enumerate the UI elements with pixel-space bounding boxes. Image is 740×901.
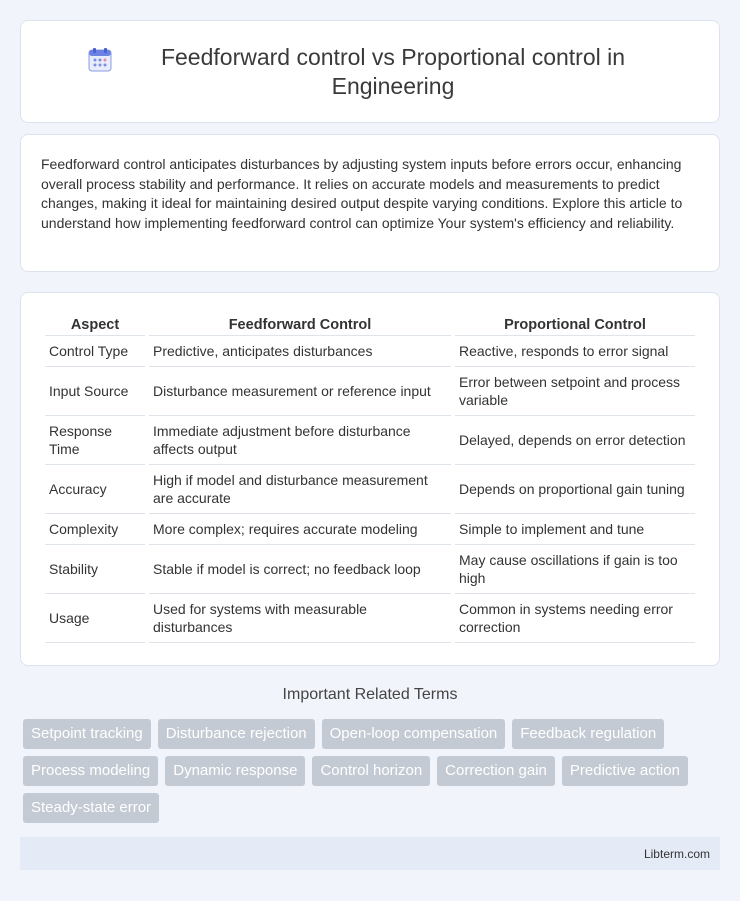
- table-row: [45, 594, 695, 643]
- column-header-feedforward: Feedforward Control: [149, 313, 451, 336]
- calendar-icon: [87, 47, 113, 73]
- related-term-tag[interactable]: Dynamic response: [165, 756, 305, 786]
- comparison-table-card: [20, 292, 720, 666]
- table-cell: Predictive, anticipates disturbances: [149, 336, 451, 367]
- table-cell: Accuracy: [45, 465, 145, 514]
- intro-card: [20, 134, 720, 272]
- related-terms-heading: Important Related Terms: [282, 686, 458, 703]
- table-cell: More complex; requires accurate modeling: [149, 514, 451, 545]
- intro-paragraph: Feedforward control anticipates disturbances by adjusting system inputs before errors occur, enhancing overall process stability and performance. It relies on accurate models and measurements to predict changes, making it ideal for maintaining desired output despite varying conditions. Explore this article to understand how implementing feedforward control can optimize Your system's efficiency and reliability.: [41, 156, 683, 231]
- table-cell: Common in systems needing error correction: [455, 594, 695, 643]
- table-cell: Stable if model is correct; no feedback loop: [149, 545, 451, 594]
- table-cell: Depends on proportional gain tuning: [455, 465, 695, 514]
- table-cell: Stability: [45, 545, 145, 594]
- table-cell: Error between setpoint and process variable: [455, 367, 695, 416]
- table-row: [45, 514, 695, 545]
- related-term-tag[interactable]: Steady-state error: [23, 793, 159, 823]
- table-cell: May cause oscillations if gain is too high: [455, 545, 695, 594]
- table-cell: Control Type: [45, 336, 145, 367]
- related-term-tag[interactable]: Disturbance rejection: [158, 719, 315, 749]
- table-cell: Immediate adjustment before disturbance affects output: [149, 416, 451, 465]
- table-header-row: [45, 313, 695, 336]
- table-cell: Used for systems with measurable disturbances: [149, 594, 451, 643]
- table-cell: Usage: [45, 594, 145, 643]
- table-row: [45, 465, 695, 514]
- column-header-aspect: Aspect: [45, 313, 145, 336]
- related-term-tag[interactable]: Predictive action: [562, 756, 688, 786]
- comparison-table: [41, 313, 699, 643]
- table-row: [45, 416, 695, 465]
- table-row: [45, 545, 695, 594]
- footer: [20, 837, 720, 870]
- table-cell: Reactive, responds to error signal: [455, 336, 695, 367]
- table-cell: High if model and disturbance measurement are accurate: [149, 465, 451, 514]
- table-cell: Complexity: [45, 514, 145, 545]
- table-row: [45, 336, 695, 367]
- table-cell: Disturbance measurement or reference input: [149, 367, 451, 416]
- related-term-tag[interactable]: Open-loop compensation: [322, 719, 506, 749]
- table-cell: Input Source: [45, 367, 145, 416]
- header-card: [20, 20, 720, 123]
- related-terms-list: [23, 719, 723, 830]
- related-term-tag[interactable]: Control horizon: [312, 756, 430, 786]
- column-header-proportional: Proportional Control: [455, 313, 695, 336]
- related-term-tag[interactable]: Correction gain: [437, 756, 555, 786]
- page-title: Feedforward control vs Proportional control in Engineering: [160, 43, 626, 99]
- related-term-tag[interactable]: Process modeling: [23, 756, 158, 786]
- table-cell: Response Time: [45, 416, 145, 465]
- related-term-tag[interactable]: Feedback regulation: [512, 719, 664, 749]
- table-cell: Simple to implement and tune: [455, 514, 695, 545]
- table-cell: Delayed, depends on error detection: [455, 416, 695, 465]
- table-row: [45, 367, 695, 416]
- footer-brand-link[interactable]: Libterm.com: [643, 846, 710, 861]
- related-term-tag[interactable]: Setpoint tracking: [23, 719, 151, 749]
